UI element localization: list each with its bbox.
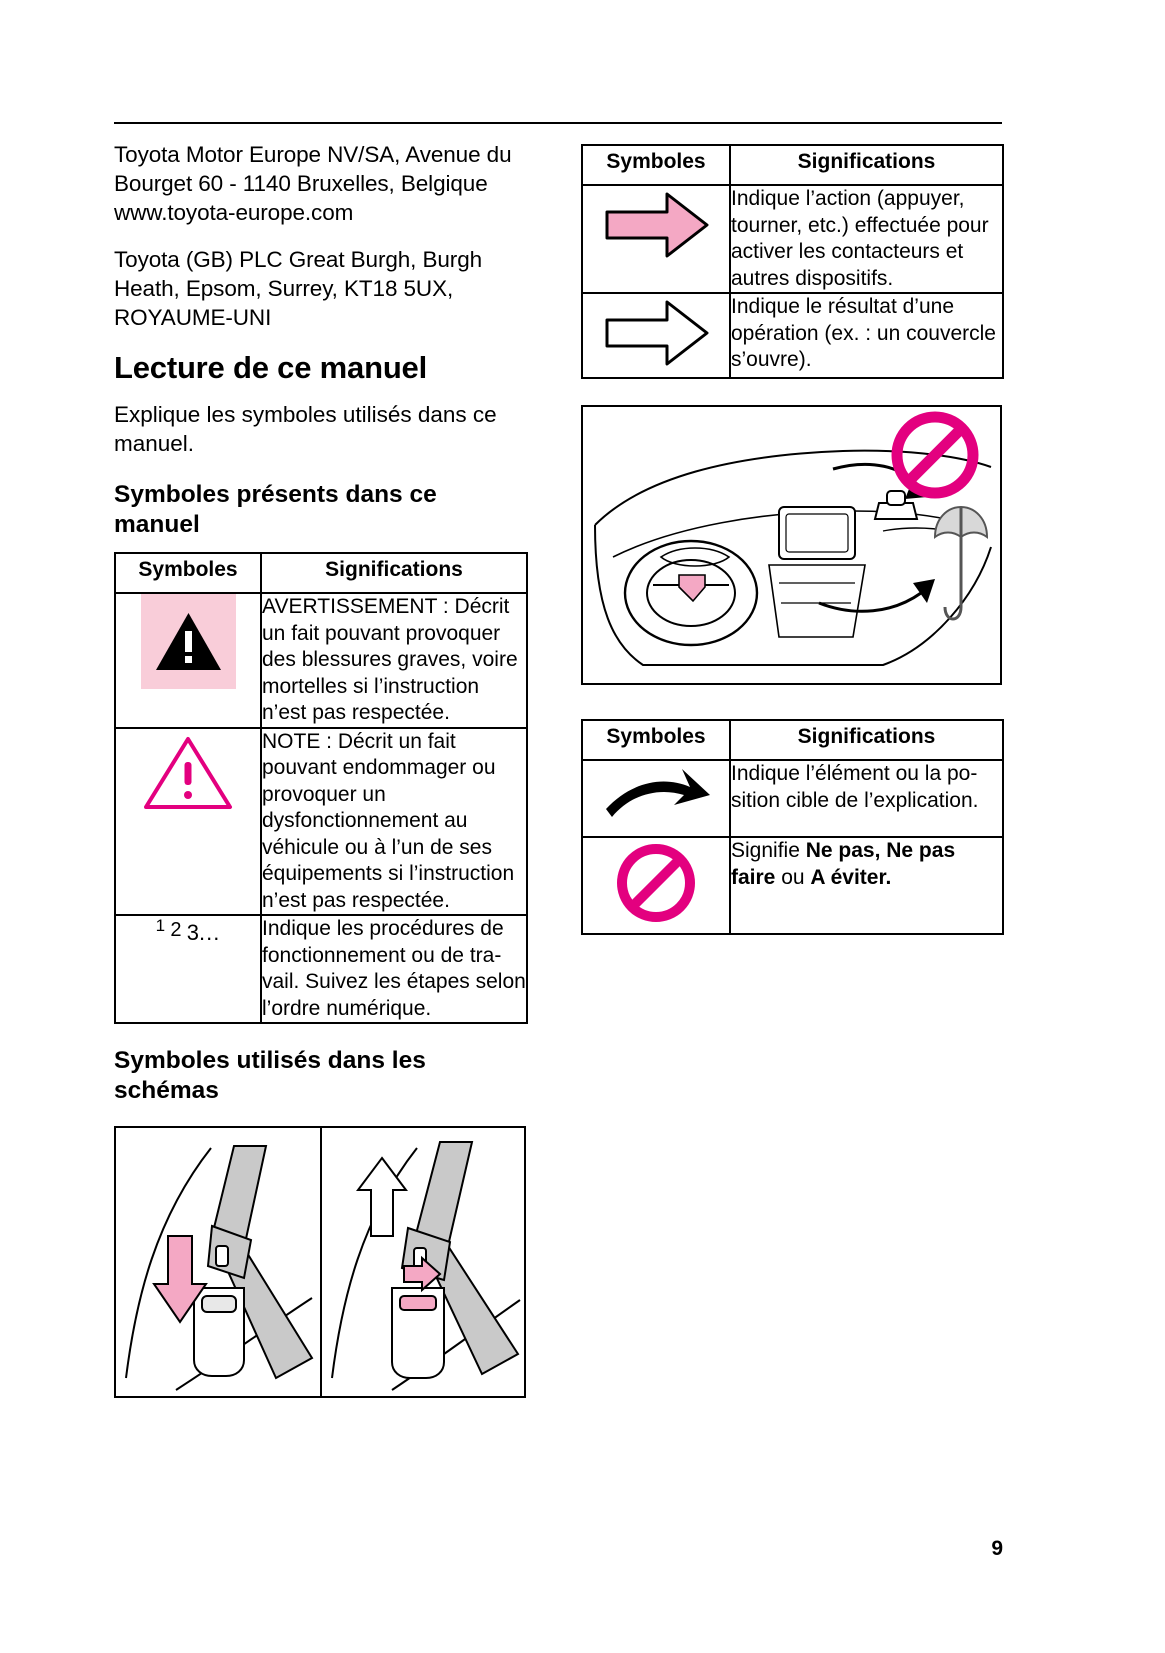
col-header-symbols: Symboles (582, 720, 730, 760)
col-header-symbols: Symboles (115, 553, 261, 593)
table-header-row (582, 145, 1003, 185)
numbered-steps-label: 1 2 3... (155, 916, 221, 945)
table-header-row (582, 720, 1003, 760)
header-rule (114, 122, 1002, 124)
white-outline-arrow-icon (582, 293, 730, 378)
pink-filled-arrow-icon (582, 185, 730, 293)
seatbelt-buckle-insert-illustration (116, 1128, 320, 1396)
table-cell-text: AVERTISSEMENT : Décrit un fait pouvant provoquer des blessures graves, voire mortelles si l’instruction n’est pas respectée. (261, 593, 527, 728)
page-title: Lecture de ce manuel (114, 350, 428, 385)
prohibition-text-prefix: Signifie (731, 839, 806, 862)
warning-icon-background (141, 594, 236, 689)
right-column (581, 144, 1002, 935)
table-row (582, 837, 1003, 934)
prohibition-svg (611, 838, 701, 928)
table-header-row (115, 553, 527, 593)
col-header-symbols: Symboles (582, 145, 730, 185)
note-triangle-svg (140, 729, 236, 815)
table-row (582, 760, 1003, 837)
spacer (581, 685, 1002, 719)
dashboard-illustration-box (581, 405, 1002, 685)
table-cell-text: Indique l’élément ou la position cible de l’explication. (730, 760, 1003, 837)
table-row (582, 185, 1003, 293)
white-arrow-svg (597, 294, 715, 372)
col-header-meanings: Significations (261, 553, 527, 593)
pink-arrow-svg (597, 186, 715, 264)
dashboard-umbrella-prohibition-illustration (583, 407, 1000, 683)
prohibition-text-bold-1: Ne pas, Ne pas faire (731, 839, 956, 889)
table-row (582, 293, 1003, 378)
black-curved-arrow-icon (582, 760, 730, 837)
left-column (114, 140, 526, 1398)
table-row (115, 593, 527, 728)
table-cell-text: NOTE : Décrit un fait pouvant endommager ou provoquer un dysfonctionnement au véhicule ou à l’un de ses équipements si l’instruction n’est pas respectée. (261, 728, 527, 916)
page-number: 9 (991, 1537, 1003, 1560)
prohibition-text-bold-2: A éviter. (810, 865, 892, 889)
symbols-arrows-table (581, 144, 1004, 379)
table-cell-text: Indique l’action (appuyer, tourner, etc.) effectuée pour activer les contacteurs et autres dispositifs. (730, 185, 1003, 293)
col-header-meanings: Significations (730, 145, 1003, 185)
table-cell-text: Indique le résultat d’une opération (ex. : un couvercle s’ouvre). (730, 293, 1003, 378)
numbered-steps-icon (115, 915, 261, 1023)
table-row (115, 915, 527, 1023)
spacer (581, 379, 1002, 405)
warning-triangle-filled-icon (115, 593, 261, 728)
address-toyota-motor-europe: Toyota Motor Europe NV/SA, Avenue du Bourget 60 - 1140 Bruxelles, Belgique www.toyota-europe.com (114, 142, 512, 225)
symbols-target-prohibition-table (581, 719, 1004, 935)
table-cell-text: Indique les procédures de fonctionnement ou de travail. Suivez les étapes selon l’ordre numérique. (261, 915, 527, 1023)
curved-arrow-svg (596, 761, 716, 831)
table-cell-text (730, 837, 1003, 934)
col-header-meanings: Significations (730, 720, 1003, 760)
prohibition-text-middle: ou (775, 865, 811, 889)
address-toyota-gb: Toyota (GB) PLC Great Burgh, Burgh Heath, Epsom, Surrey, KT18 5UX, ROYAUME-UNI (114, 247, 483, 330)
symbols-manual-table (114, 552, 528, 1024)
subtitle-symbols-in-manual: Symboles présents dans ce manuel (114, 481, 437, 538)
note-triangle-outline-icon (115, 728, 261, 916)
prohibition-circle-icon (582, 837, 730, 934)
seatbelt-buckle-release-illustration (322, 1128, 526, 1396)
table-row (115, 728, 527, 916)
seatbelt-illustrations (114, 1126, 526, 1398)
subtitle-symbols-in-diagrams: Symboles utilisés dans les schémas (114, 1047, 426, 1104)
warning-triangle-svg (141, 594, 236, 689)
intro-text: Explique les symboles utilisés dans ce manuel. (114, 402, 497, 456)
